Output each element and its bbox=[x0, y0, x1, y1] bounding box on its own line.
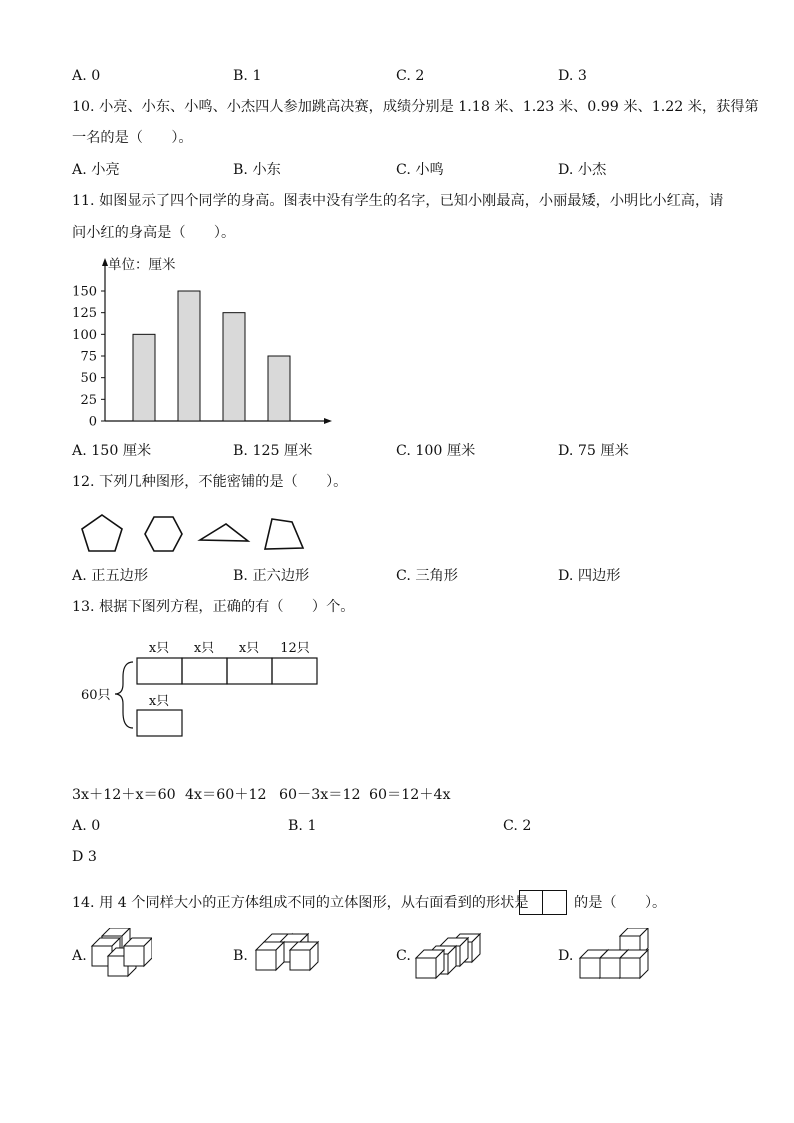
q12-option-d: D. 四边形 bbox=[558, 568, 621, 584]
q9-option-d: D. 3 bbox=[558, 68, 587, 84]
q12-option-c: C. 三角形 bbox=[396, 568, 458, 584]
q11-stem-line1: 11. 如图显示了四个同学的身高。图表中没有学生的名字，已知小刚最高，小丽最矮，小明比小红高，请 bbox=[72, 193, 724, 209]
q9-option-a: A. 0 bbox=[72, 68, 101, 84]
bar-4 bbox=[268, 356, 290, 421]
y-tick-label-50: 50 bbox=[80, 371, 97, 387]
q10-option-d: D. 小杰 bbox=[558, 162, 607, 178]
equation-1: 3x＋12＋x＝60 bbox=[72, 787, 176, 803]
q13-stem: 13. 根据下图列方程，正确的有（ ）个。 bbox=[72, 599, 355, 615]
y-tick-label-150: 150 bbox=[72, 284, 97, 300]
q14-option-a-label: A. bbox=[72, 948, 87, 964]
cube-4 bbox=[620, 950, 648, 978]
y-tick-label-75: 75 bbox=[80, 349, 97, 365]
q13-option-b: B. 1 bbox=[288, 818, 317, 834]
q10-option-b: B. 小东 bbox=[233, 162, 281, 178]
segment-label-4: 12只 bbox=[280, 641, 310, 656]
q14-option-b-label: B. bbox=[233, 948, 248, 964]
cube-4 bbox=[416, 950, 444, 978]
right-view-shape bbox=[519, 890, 567, 915]
q11-option-a: A. 150 厘米 bbox=[72, 443, 152, 459]
total-label: 60只 bbox=[81, 688, 111, 703]
y-tick-label-100: 100 bbox=[72, 327, 97, 343]
q14-option-d-label: D. bbox=[558, 948, 574, 964]
triangle-shape bbox=[200, 524, 248, 541]
q9-option-c: C. 2 bbox=[396, 68, 425, 84]
bottom-segment-label: x只 bbox=[148, 694, 170, 709]
q11-option-d: D. 75 厘米 bbox=[558, 443, 629, 459]
segment-label-3: x只 bbox=[238, 641, 260, 656]
line-segment-diagram bbox=[75, 632, 335, 744]
q10-stem-line2: 一名的是（ ）。 bbox=[72, 130, 193, 146]
equation-2: 4x＝60＋12 bbox=[185, 787, 267, 803]
q10-stem-line1: 10. 小亮、小东、小鸣、小杰四人参加跳高决赛，成绩分别是 1.18 米、1.23 米、0.99 米、1.22 米，获得第 bbox=[72, 99, 759, 115]
q9-option-b: B. 1 bbox=[233, 68, 262, 84]
x-axis-arrow bbox=[324, 418, 332, 424]
q14-option-c-label: C. bbox=[396, 948, 411, 964]
q14-stem-part2: 的是（ ）。 bbox=[574, 895, 667, 911]
q12-stem: 12. 下列几种图形，不能密铺的是（ ）。 bbox=[72, 474, 348, 490]
segment-label-1: x只 bbox=[148, 641, 170, 656]
segment-label-2: x只 bbox=[193, 641, 215, 656]
y-tick-label-125: 125 bbox=[72, 306, 97, 322]
bar-2 bbox=[178, 291, 200, 421]
q11-option-b: B. 125 厘米 bbox=[233, 443, 313, 459]
cube-figure-c bbox=[414, 928, 490, 980]
curly-brace bbox=[115, 662, 133, 728]
q13-option-d: D 3 bbox=[72, 849, 97, 865]
height-bar-chart bbox=[70, 252, 340, 432]
cube-3 bbox=[256, 942, 284, 970]
pentagon-shape bbox=[82, 515, 122, 551]
cube-4 bbox=[124, 938, 152, 966]
q11-stem-line2: 问小红的身高是（ ）。 bbox=[72, 225, 236, 241]
cube-figure-d bbox=[576, 928, 650, 980]
bar-3 bbox=[223, 313, 245, 421]
q13-option-c: C. 2 bbox=[503, 818, 532, 834]
hexagon-shape bbox=[145, 517, 182, 551]
y-tick-label-25: 25 bbox=[80, 392, 97, 408]
bar-1 bbox=[133, 334, 155, 421]
cube-figure-b bbox=[250, 932, 326, 978]
q14-stem-part1: 14. 用 4 个同样大小的正方体组成不同的立体图形，从右面看到的形状是 bbox=[72, 895, 529, 911]
q10-option-a: A. 小亮 bbox=[72, 162, 120, 178]
q13-option-a: A. 0 bbox=[72, 818, 101, 834]
equation-3: 60－3x＝12 bbox=[279, 787, 361, 803]
tiling-shapes bbox=[72, 510, 312, 556]
cube-4 bbox=[290, 942, 318, 970]
equation-4: 60＝12＋4x bbox=[369, 787, 451, 803]
q10-option-c: C. 小鸣 bbox=[396, 162, 444, 178]
q12-option-a: A. 正五边形 bbox=[72, 568, 149, 584]
y-tick-label-0: 0 bbox=[88, 414, 97, 430]
q11-option-c: C. 100 厘米 bbox=[396, 443, 476, 459]
q12-option-b: B. 正六边形 bbox=[233, 568, 310, 584]
quadrilateral-shape bbox=[265, 519, 303, 549]
cube-figure-a bbox=[88, 928, 152, 980]
chart-unit-label: 单位：厘米 bbox=[108, 257, 176, 273]
